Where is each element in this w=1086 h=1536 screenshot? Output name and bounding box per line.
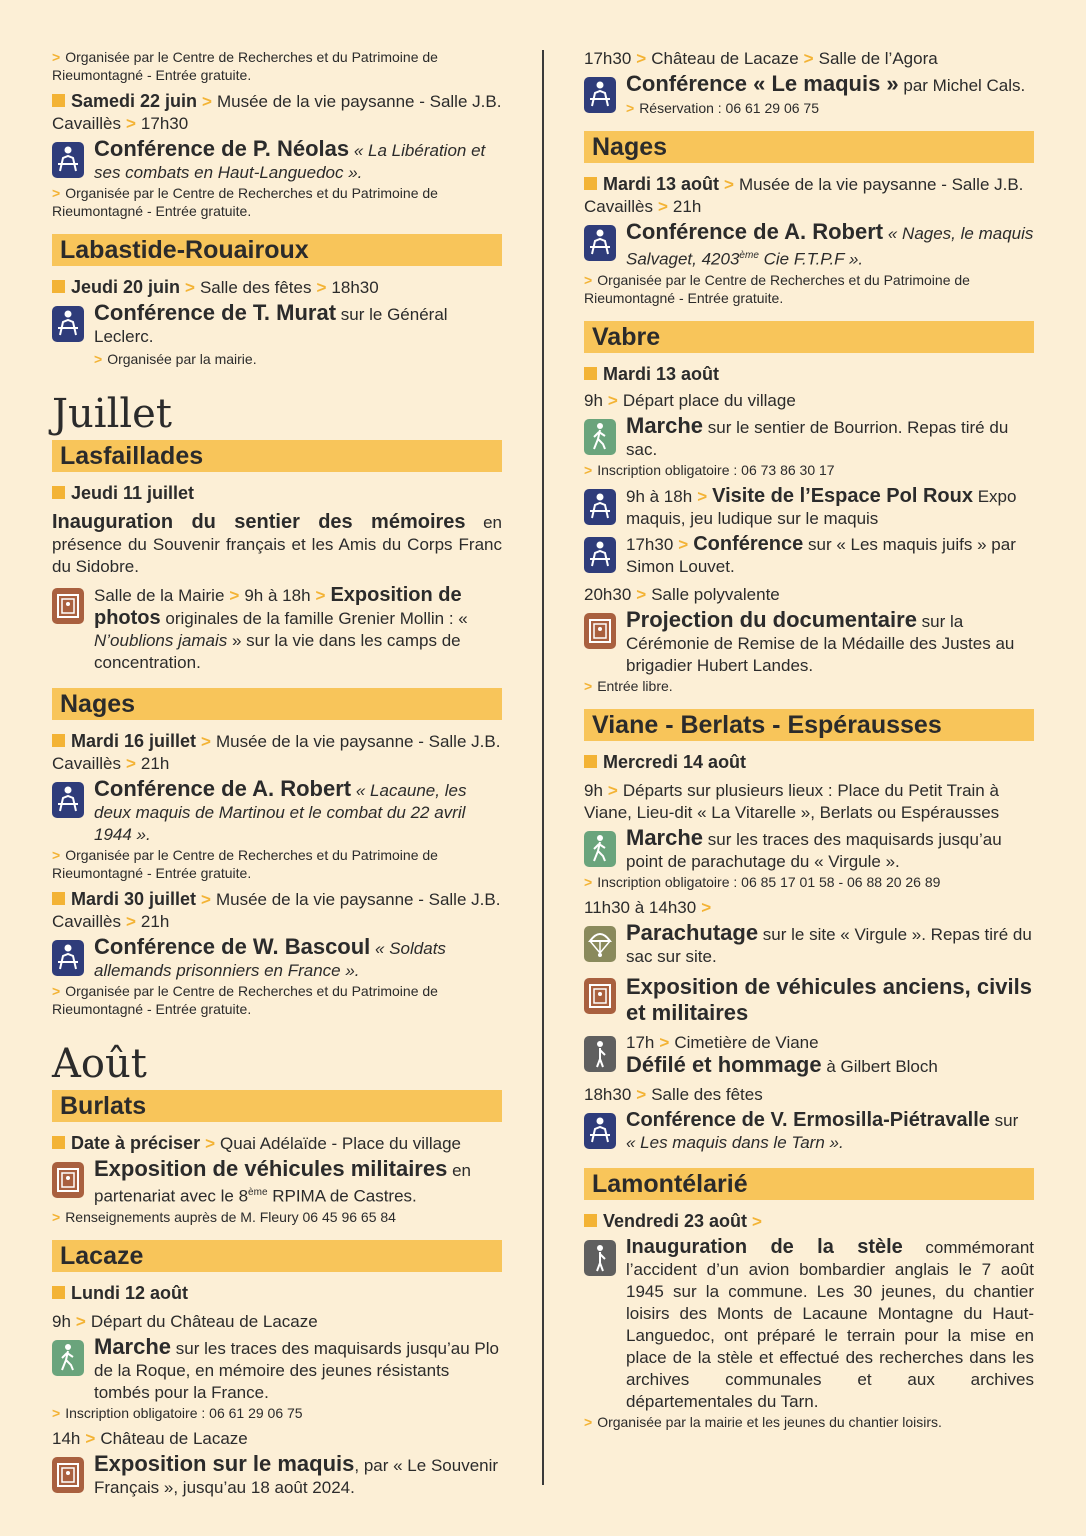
event-date: Jeudi 11 juillet: [52, 482, 502, 505]
memorial-item: Inauguration de la stèle commémorant l’accident d’un avion bombardier anglais le 7 août 1945 sur la commune. Les 30 jeunes, du chantier loisirs des Monts de Lacaune Montagne du Haut-Languedoc, ont préparé le terrain pour la mise en place de la stèle et effectué des recherches dans les archives communales et aux archives départementales du Tarn.: [584, 1236, 1034, 1413]
event-date: Samedi 22 juin > Musée de la vie paysanne - Salle J.B. Cavaillès > 17h30: [52, 91, 502, 133]
event-date: Vendredi 23 août >: [584, 1210, 1034, 1233]
section-banner: Lamontélarié: [584, 1168, 1034, 1200]
event-date: Lundi 12 août: [52, 1282, 502, 1305]
exhibition-icon: [52, 1162, 84, 1198]
event-date: Mercredi 14 août: [584, 751, 1034, 774]
note: > Réservation : 06 61 29 06 75: [626, 100, 819, 116]
hike-item: Marche sur les traces des maquisards jusqu’au Plo de la Roque, en mémoire des jeunes résistants tombés pour la France.: [52, 1336, 502, 1404]
event-date: Date à préciser > Quai Adélaïde - Place du village: [52, 1132, 502, 1155]
exhibition-icon: [584, 613, 616, 649]
conference-item: Conférence de T. Murat sur le Général Leclerc. > Organisée par la mairie.: [52, 302, 502, 368]
month-heading: Août: [52, 1041, 147, 1087]
section-banner: Nages: [584, 131, 1034, 163]
time-location: 20h30 > Salle polyvalente: [584, 584, 780, 604]
visit-item: 9h à 18h > Visite de l’Espace Pol Roux Expo maquis, jeu ludique sur le maquis: [584, 485, 1034, 530]
section-banner: Lasfaillades: [52, 440, 502, 472]
note: > Inscription obligatoire : 06 61 29 06 75: [52, 1404, 303, 1421]
conference-item: Conférence de A. Robert « Nages, le maquis Salvaget, 4203ème Cie F.T.P.F ».: [584, 221, 1034, 271]
conference-item: Conférence de A. Robert « Lacaune, les deux maquis de Martinou et le combat du 22 avril 1944 ».: [52, 778, 502, 846]
note: > Renseignements auprès de M. Fleury 06 45 96 65 84: [52, 1208, 396, 1225]
memorial-item: 17h > Cimetière de Viane Défilé et hommage à Gilbert Bloch: [584, 1032, 1034, 1078]
hiker-icon: [584, 831, 616, 867]
column-divider: [542, 50, 544, 1485]
event-date: Mardi 13 août > Musée de la vie paysanne - Salle J.B. Cavaillès > 21h: [584, 174, 1024, 216]
event-date: Mardi 30 juillet > Musée de la vie paysanne - Salle J.B. Cavaillès > 21h: [52, 889, 501, 931]
exhibition-item: Exposition sur le maquis, par « Le Souvenir Français », jusqu’au 18 août 2024.: [52, 1453, 502, 1499]
time-location: 9h > Départs sur plusieurs lieux : Place du Petit Train à Viane, Lieu-dit « La Vitarelle », Berlats ou Espérausses: [584, 780, 1000, 822]
hike-item: Marche sur les traces des maquisards jusqu’au point de parachutage du « Virgule ».: [584, 827, 1034, 873]
conference-icon: [52, 306, 84, 342]
conference-item: Conférence de P. Néolas « La Libération et ses combats en Haut-Languedoc ».: [52, 138, 502, 184]
time-location: 17h30 > Château de Lacaze > Salle de l’Agora: [584, 49, 938, 68]
hike-item: Marche sur le sentier de Bourrion. Repas tiré du sac.: [584, 415, 1034, 461]
note: > Organisée par le Centre de Recherches et du Patrimoine de Rieumontagné - Entrée gratuite.: [584, 271, 970, 306]
projection-item: Projection du documentaire sur la Cérémonie de Remise de la Médaille des Justes au brigadier Hubert Landes.: [584, 609, 1034, 677]
section-banner: Labastide-Rouairoux: [52, 234, 502, 266]
section-banner: Vabre: [584, 321, 1034, 353]
parachute-icon: [584, 926, 616, 962]
note: > Entrée libre.: [584, 677, 673, 694]
event-date: Jeudi 20 juin > Salle des fêtes > 18h30: [52, 276, 502, 299]
conference-item: Conférence « Le maquis » par Michel Cals. > Réservation : 06 61 29 06 75: [584, 73, 1034, 117]
time-location: 9h > Départ place du village: [584, 390, 796, 410]
conference-icon: [584, 489, 616, 525]
conference-icon: [584, 1113, 616, 1149]
right-column: [584, 48, 1034, 1437]
note: > Organisée par le Centre de Recherches et du Patrimoine de Rieumontagné - Entrée gratuite.: [52, 847, 438, 881]
time-location: 14h > Château de Lacaze: [52, 1428, 248, 1448]
memorial-icon: [584, 1240, 616, 1276]
conference-icon: [584, 225, 616, 261]
note: > Organisée par le Centre de Recherches et du Patrimoine de Rieumontagné - Entrée gratuite.: [52, 185, 438, 219]
conference-icon: [52, 940, 84, 976]
note: > Organisée par la mairie et les jeunes du chantier loisirs.: [584, 1413, 942, 1430]
conference-item: Conférence de V. Ermosilla-Piétravalle sur « Les maquis dans le Tarn ».: [584, 1109, 1034, 1154]
month-heading: Juillet: [52, 391, 172, 437]
time-location: 9h > Départ du Château de Lacaze: [52, 1311, 318, 1331]
conference-item: Conférence de W. Bascoul « Soldats allemands prisonniers en France ».: [52, 936, 502, 982]
event-date: Mardi 16 juillet > Musée de la vie paysanne - Salle J.B. Cavaillès > 21h: [52, 731, 501, 773]
exhibition-icon: [584, 978, 616, 1014]
section-banner: Viane - Berlats - Espérausses: [584, 709, 1034, 741]
exhibition-item: Exposition de véhicules anciens, civils et militaires: [584, 974, 1034, 1026]
note: > Organisée par la mairie.: [94, 351, 257, 367]
event-date: Mardi 13 août: [584, 363, 1034, 386]
intro-note: > Organisée par le Centre de Recherches et du Patrimoine de Rieumontagné - Entrée gratuite.: [52, 49, 438, 83]
hiker-icon: [584, 419, 616, 455]
section-banner: Burlats: [52, 1090, 502, 1122]
note: > Inscription obligatoire : 06 85 17 01 58 - 06 88 20 26 89: [584, 873, 941, 890]
conference-icon: [52, 142, 84, 178]
conference-icon: [584, 77, 616, 113]
section-banner: Lacaze: [52, 1240, 502, 1272]
exhibition-icon: [52, 1457, 84, 1493]
time-location: 11h30 à 14h30 >: [584, 897, 712, 917]
hiker-icon: [52, 1340, 84, 1376]
left-column: [52, 48, 502, 1499]
conference-icon: [584, 537, 616, 573]
exhibition-icon: [52, 588, 84, 624]
conference-item: 17h30 > Conférence sur « Les maquis juifs » par Simon Louvet.: [584, 533, 1034, 578]
memorial-icon: [584, 1036, 616, 1072]
section-banner: Nages: [52, 688, 502, 720]
conference-icon: [52, 782, 84, 818]
exhibition-item: Exposition de véhicules militaires en partenariat avec le 8ème RPIMA de Castres.: [52, 1158, 502, 1208]
parachute-item: Parachutage sur le site « Virgule ». Repas tiré du sac sur site.: [584, 922, 1034, 968]
time-location: 18h30 > Salle des fêtes: [584, 1084, 763, 1104]
exhibition-item: Salle de la Mairie > 9h à 18h > Exposition de photos originales de la famille Grenier Mollin : « N’oublions jamais » sur la vie dans les camps de concentration.: [52, 584, 502, 674]
note: > Organisée par le Centre de Recherches et du Patrimoine de Rieumontagné - Entrée gratuite.: [52, 983, 438, 1017]
note: > Inscription obligatoire : 06 73 86 30 17: [584, 461, 835, 478]
inauguration-text: Inauguration du sentier des mémoires en présence du Souvenir français et les Amis du Corps Franc du Sidobre.: [52, 511, 502, 576]
